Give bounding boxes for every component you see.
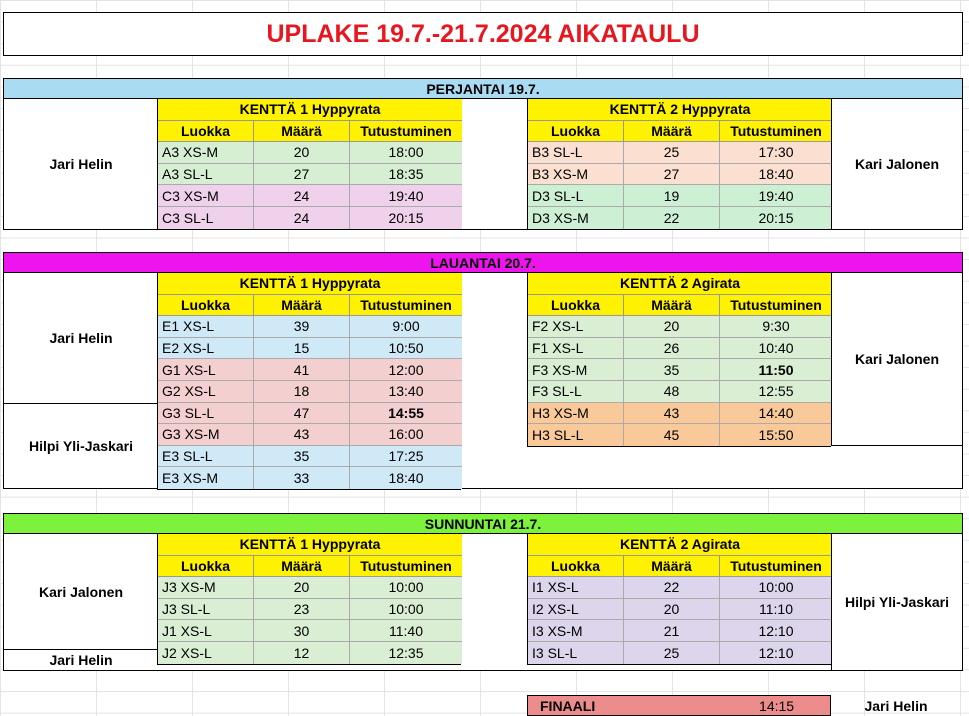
- class-cell: J2 XS-L: [158, 642, 254, 664]
- count-cell: 19: [624, 185, 720, 207]
- count-cell: 20: [624, 599, 720, 621]
- class-cell: B3 SL-L: [528, 142, 624, 164]
- class-cell: H3 SL-L: [528, 424, 624, 446]
- finaali-time: 14:15: [759, 697, 795, 714]
- judge-name: Kari Jalonen: [831, 273, 962, 446]
- luokka-column-header: Luokka: [528, 556, 624, 578]
- count-cell: 27: [624, 164, 720, 186]
- count-cell: 25: [624, 642, 720, 664]
- finaali-row: [527, 695, 831, 716]
- tutustuminen-column-header: Tutustuminen: [720, 556, 832, 578]
- count-cell: 27: [254, 164, 350, 186]
- field-2-table-friday: [527, 99, 831, 230]
- time-cell: 16:00: [350, 424, 462, 446]
- count-cell: 24: [254, 207, 350, 229]
- class-cell: I1 XS-L: [528, 577, 624, 599]
- class-cell: F2 XS-L: [528, 316, 624, 338]
- count-cell: 24: [254, 185, 350, 207]
- count-cell: 45: [624, 424, 720, 446]
- field-header: KENTTÄ 1 Hyppyrata: [158, 273, 462, 295]
- luokka-column-header: Luokka: [158, 295, 254, 317]
- class-cell: B3 XS-M: [528, 164, 624, 186]
- count-cell: 18: [254, 381, 350, 403]
- field-1-table-saturday: [157, 273, 461, 490]
- count-cell: 35: [624, 359, 720, 381]
- day-band-sunday: [3, 513, 963, 534]
- class-cell: C3 SL-L: [158, 207, 254, 229]
- field-header: KENTTÄ 1 Hyppyrata: [158, 99, 462, 121]
- time-cell: 10:00: [350, 599, 462, 621]
- count-cell: 30: [254, 620, 350, 642]
- time-cell: 19:40: [350, 185, 462, 207]
- count-cell: 15: [254, 338, 350, 360]
- class-cell: G2 XS-L: [158, 381, 254, 403]
- time-cell: 10:40: [720, 338, 832, 360]
- field-header: KENTTÄ 2 Hyppyrata: [528, 99, 832, 121]
- count-cell: 21: [624, 620, 720, 642]
- field-header: KENTTÄ 2 Agirata: [528, 534, 832, 556]
- time-cell: 19:40: [720, 185, 832, 207]
- time-cell: 18:00: [350, 142, 462, 164]
- count-cell: 43: [624, 403, 720, 425]
- time-cell: 10:50: [350, 338, 462, 360]
- day-band-friday: [3, 78, 963, 99]
- time-cell: 20:15: [720, 207, 832, 229]
- time-cell: 18:40: [350, 467, 462, 489]
- luokka-column-header: Luokka: [528, 121, 624, 143]
- tutustuminen-column-header: Tutustuminen: [350, 121, 462, 143]
- time-cell: 13:40: [350, 381, 462, 403]
- class-cell: F3 SL-L: [528, 381, 624, 403]
- time-cell: 15:50: [720, 424, 832, 446]
- time-cell: 11:50: [720, 359, 832, 381]
- class-cell: A3 XS-M: [158, 142, 254, 164]
- time-cell: 9:30: [720, 316, 832, 338]
- maara-column-header: Määrä: [624, 556, 720, 578]
- luokka-column-header: Luokka: [528, 295, 624, 317]
- field-1-table-friday: [157, 99, 461, 230]
- time-cell: 14:40: [720, 403, 832, 425]
- count-cell: 22: [624, 577, 720, 599]
- maara-column-header: Määrä: [624, 121, 720, 143]
- count-cell: 12: [254, 642, 350, 664]
- judge-name: Jari Helin: [864, 697, 928, 714]
- time-cell: 11:10: [720, 599, 832, 621]
- class-cell: E2 XS-L: [158, 338, 254, 360]
- class-cell: D3 XS-M: [528, 207, 624, 229]
- field-header: KENTTÄ 2 Agirata: [528, 273, 832, 295]
- class-cell: E3 SL-L: [158, 446, 254, 468]
- judge-name: Jari Helin: [49, 652, 113, 668]
- judge-name: Hilpi Yli-Jaskari: [831, 534, 962, 670]
- count-cell: 26: [624, 338, 720, 360]
- finaali-label: FINAALI: [540, 697, 596, 714]
- time-cell: 12:10: [720, 620, 832, 642]
- class-cell: A3 SL-L: [158, 164, 254, 186]
- class-cell: J1 XS-L: [158, 620, 254, 642]
- class-cell: G1 XS-L: [158, 359, 254, 381]
- class-cell: J3 XS-M: [158, 577, 254, 599]
- class-cell: G3 SL-L: [158, 403, 254, 425]
- day-band-saturday: [3, 252, 963, 273]
- time-cell: 12:10: [720, 642, 832, 664]
- count-cell: 20: [624, 316, 720, 338]
- luokka-column-header: Luokka: [158, 556, 254, 578]
- count-cell: 20: [254, 142, 350, 164]
- count-cell: 35: [254, 446, 350, 468]
- judge-name: Jari Helin: [49, 156, 113, 172]
- time-cell: 18:35: [350, 164, 462, 186]
- judge-name: Hilpi Yli-Jaskari: [28, 438, 133, 454]
- time-cell: 10:00: [350, 577, 462, 599]
- class-cell: G3 XS-M: [158, 424, 254, 446]
- class-cell: E1 XS-L: [158, 316, 254, 338]
- field-2-table-sunday: [527, 534, 831, 665]
- maara-column-header: Määrä: [624, 295, 720, 317]
- count-cell: 39: [254, 316, 350, 338]
- tutustuminen-column-header: Tutustuminen: [350, 295, 462, 317]
- luokka-column-header: Luokka: [158, 121, 254, 143]
- tutustuminen-column-header: Tutustuminen: [720, 295, 832, 317]
- field-2-table-saturday: [527, 273, 831, 447]
- class-cell: D3 SL-L: [528, 185, 624, 207]
- class-cell: H3 XS-M: [528, 403, 624, 425]
- class-cell: C3 XS-M: [158, 185, 254, 207]
- tutustuminen-column-header: Tutustuminen: [350, 556, 462, 578]
- maara-column-header: Määrä: [254, 295, 350, 317]
- time-cell: 9:00: [350, 316, 462, 338]
- count-cell: 23: [254, 599, 350, 621]
- field-header: KENTTÄ 1 Hyppyrata: [158, 534, 462, 556]
- count-cell: 48: [624, 381, 720, 403]
- day-label: SUNNUNTAI 21.7.: [424, 515, 542, 532]
- count-cell: 22: [624, 207, 720, 229]
- time-cell: 17:30: [720, 142, 832, 164]
- tutustuminen-column-header: Tutustuminen: [720, 121, 832, 143]
- page-title: UPLAKE 19.7.-21.7.2024 AIKATAULU: [3, 12, 963, 56]
- class-cell: E3 XS-M: [158, 467, 254, 489]
- class-cell: I2 XS-L: [528, 599, 624, 621]
- class-cell: I3 SL-L: [528, 642, 624, 664]
- count-cell: 43: [254, 424, 350, 446]
- day-label: PERJANTAI 19.7.: [426, 80, 540, 97]
- field-1-table-sunday: [157, 534, 461, 665]
- count-cell: 25: [624, 142, 720, 164]
- maara-column-header: Määrä: [254, 121, 350, 143]
- count-cell: 20: [254, 577, 350, 599]
- class-cell: F3 XS-M: [528, 359, 624, 381]
- time-cell: 18:40: [720, 164, 832, 186]
- time-cell: 12:55: [720, 381, 832, 403]
- class-cell: I3 XS-M: [528, 620, 624, 642]
- time-cell: 17:25: [350, 446, 462, 468]
- class-cell: F1 XS-L: [528, 338, 624, 360]
- time-cell: 12:35: [350, 642, 462, 664]
- maara-column-header: Määrä: [254, 556, 350, 578]
- time-cell: 11:40: [350, 620, 462, 642]
- time-cell: 10:00: [720, 577, 832, 599]
- judge-name: Kari Jalonen: [831, 99, 962, 229]
- time-cell: 20:15: [350, 207, 462, 229]
- class-cell: J3 SL-L: [158, 599, 254, 621]
- count-cell: 33: [254, 467, 350, 489]
- day-label: LAUANTAI 20.7.: [430, 254, 536, 271]
- count-cell: 47: [254, 403, 350, 425]
- judge-name: Jari Helin: [49, 330, 113, 346]
- count-cell: 41: [254, 359, 350, 381]
- judge-name: Kari Jalonen: [38, 583, 124, 600]
- time-cell: 14:55: [350, 403, 462, 425]
- time-cell: 12:00: [350, 359, 462, 381]
